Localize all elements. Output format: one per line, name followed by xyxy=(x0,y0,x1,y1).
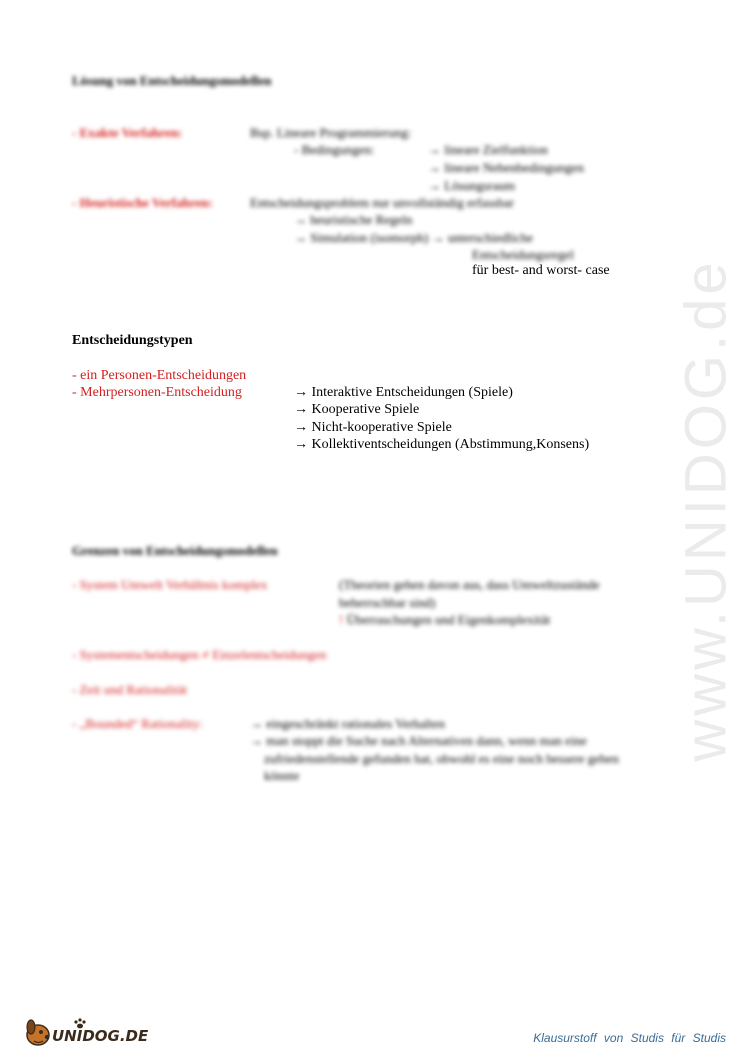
exact-methods-label: - Exakte Verfahren: xyxy=(72,125,183,140)
simulation-cont: Entscheidungsregel xyxy=(472,247,574,262)
bounded-line: → man stoppt die Suche nach Alternativen dann, wenn man eine xyxy=(250,733,587,748)
watermark: www.UNIDOG.de xyxy=(673,258,739,762)
footer-tagline: Klausurstoff von Studis für Studis xyxy=(533,1031,726,1045)
simulation: → Simulation (isomorph) → unterschiedliche xyxy=(294,230,534,245)
bounded-line: könnte xyxy=(264,768,300,783)
limit-item-system-desc xyxy=(339,612,550,628)
arrow-item: → lineare Zielfunktion xyxy=(428,142,548,157)
bounded-line: zufriedenstellende gefunden hat, obwohl es eine noch bessere geben xyxy=(264,751,619,766)
section1-heading: Lösung von Entscheidungsmodellen xyxy=(72,73,272,88)
sub-item: → Interaktive Entscheidungen (Spiele) xyxy=(294,385,513,400)
heuristic-methods-label: - Heuristische Verfahren: xyxy=(72,195,213,210)
type-item-multi: - Mehrpersonen-Entscheidung xyxy=(72,385,242,400)
conditions-label: - Bedingungen: xyxy=(294,142,375,157)
heuristic-desc: Entscheidungsproblem nur unvollständig erfassbar xyxy=(250,195,514,210)
bounded-line: → eingeschränkt rationales Verhalten xyxy=(250,716,446,731)
arrow-item: → Lösungsraum xyxy=(428,178,516,193)
exclamation-mark: ! xyxy=(339,612,344,627)
limit-item-system-desc-text: Überraschungen und Eigenkomplexität xyxy=(343,612,551,627)
exact-example: Bsp. Lineare Programmierung: xyxy=(250,125,412,140)
limit-item-system-desc: (Theorien gehen davon aus, dass Umweltzustände xyxy=(339,577,600,592)
sub-item: → Nicht-kooperative Spiele xyxy=(294,420,452,435)
best-worst-case: für best- and worst- case xyxy=(472,263,610,278)
logo-text: UNIDOG.DE xyxy=(52,1027,149,1045)
section2-heading: Entscheidungstypen xyxy=(72,333,193,348)
sub-item: → Kollektiventscheidungen (Abstimmung,Konsens) xyxy=(294,437,590,452)
heuristic-rules: → heuristische Regeln xyxy=(294,212,413,227)
limit-item-system-desc: beherrschbar sind) xyxy=(339,595,436,610)
section3-heading: Grenzen von Entscheidungsmodellen xyxy=(72,543,278,558)
arrow-item: → lineare Nebenbedingungen xyxy=(428,160,584,175)
type-item-single: - ein Personen-Entscheidungen xyxy=(72,368,247,383)
limit-item-decisions: - Systementscheidungen ≠ Einzelentscheidungen xyxy=(72,647,327,662)
limit-item-system: - System Umwelt Verhältnis komplex xyxy=(72,577,268,592)
limit-item-time: - Zeit und Rationalität xyxy=(72,682,188,697)
limit-item-bounded: - „Bounded“ Rationality: xyxy=(72,716,203,731)
sub-item: → Kooperative Spiele xyxy=(294,402,420,417)
